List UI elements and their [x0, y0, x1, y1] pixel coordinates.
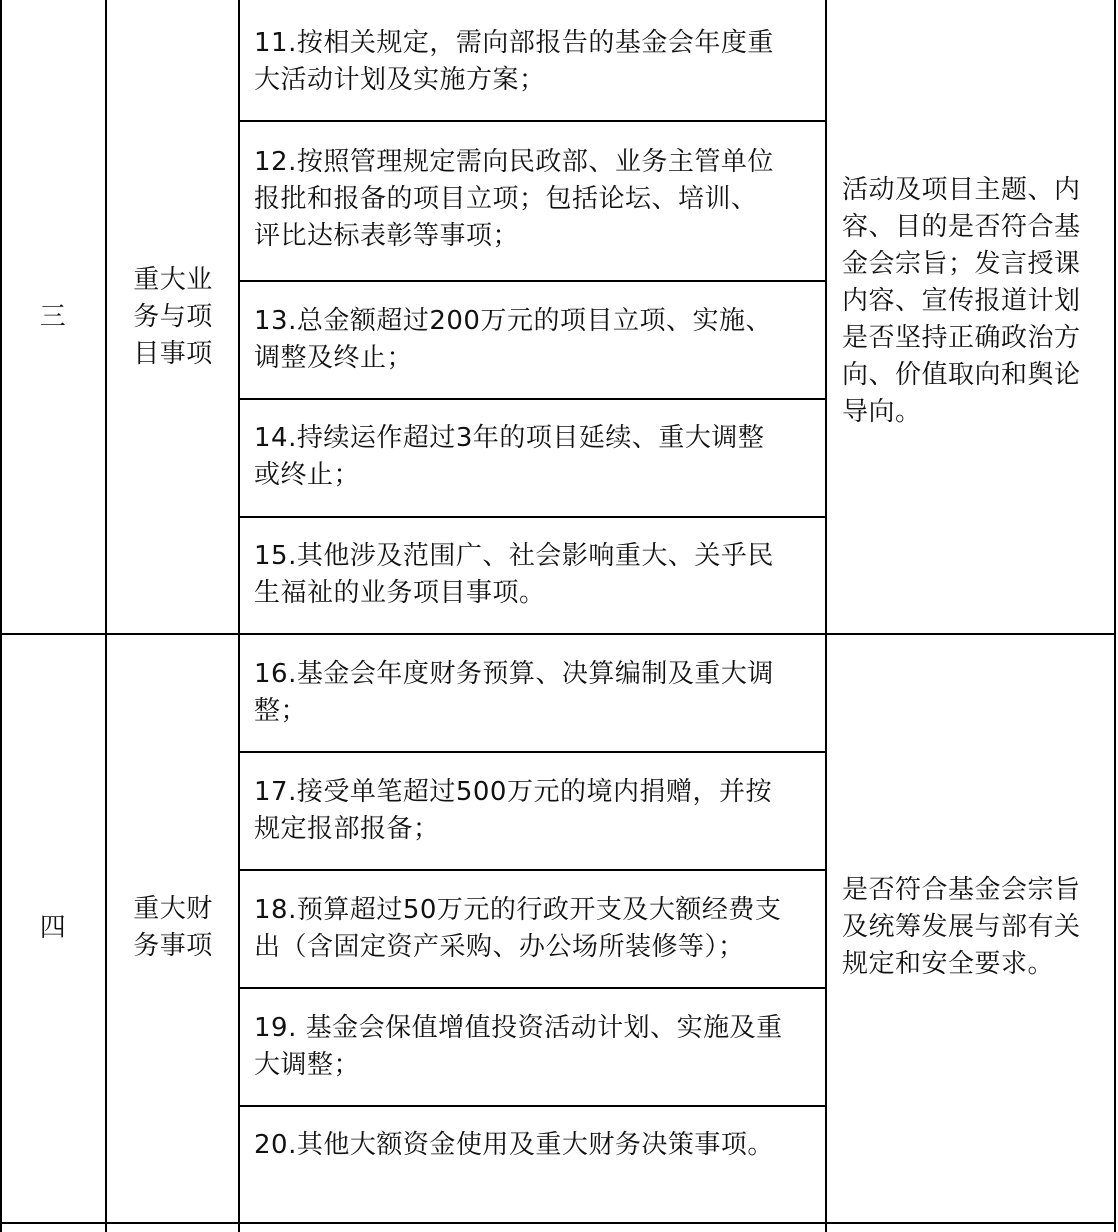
category-line: 重大业	[133, 265, 213, 295]
row-divider	[238, 280, 827, 282]
item-cell	[254, 656, 814, 730]
row-divider	[238, 120, 827, 122]
table-border-left	[0, 0, 2, 1232]
item-cell	[254, 538, 814, 612]
item-line: 出（含固定资产采购、办公场所装修等）；	[254, 932, 745, 962]
item-line: 生福祉的业务项目事项。	[254, 578, 546, 608]
item-line: 大活动计划及实施方案；	[254, 65, 546, 95]
item-line: 规定报部报备；	[254, 814, 440, 844]
requirement-line: 容、目的是否符合基	[842, 212, 1081, 242]
category-line: 务事项	[133, 931, 213, 961]
item-line: 17.接受单笔超过500万元的境内捐赠，并按	[254, 777, 772, 807]
item-line: 12.按照管理规定需向民政部、业务主管单位	[254, 147, 774, 177]
item-line: 调整及终止；	[254, 343, 414, 373]
item-line: 13.总金额超过200万元的项目立项、实施、	[254, 306, 772, 336]
requirement-cell	[842, 872, 1104, 983]
category-cell	[108, 891, 238, 965]
requirement-line: 导向。	[842, 397, 922, 427]
item-cell	[254, 1127, 814, 1164]
category-line: 重大财	[133, 894, 213, 924]
item-line: 20.其他大额资金使用及重大财务决策事项。	[254, 1130, 774, 1160]
row-divider	[238, 1105, 827, 1107]
item-cell	[254, 420, 814, 494]
requirement-line: 活动及项目主题、内	[842, 175, 1081, 205]
section-divider	[0, 633, 1116, 635]
item-cell	[254, 25, 814, 99]
item-cell	[254, 303, 814, 377]
category-cell	[108, 262, 238, 373]
requirement-line: 是否坚持正确政治方	[842, 323, 1081, 353]
item-cell	[254, 892, 814, 966]
row-divider	[238, 869, 827, 871]
item-line: 报批和报备的项目立项；包括论坛、培训、	[254, 184, 758, 214]
item-line: 整；	[254, 696, 308, 726]
item-line: 评比达标表彰等事项；	[254, 221, 520, 251]
item-cell	[254, 1010, 814, 1084]
row-divider	[238, 751, 827, 753]
item-line: 18.预算超过50万元的行政开支及大额经费支	[254, 895, 782, 925]
requirement-cell	[842, 172, 1104, 431]
item-cell	[254, 144, 814, 255]
item-line: 19. 基金会保值增值投资活动计划、实施及重	[254, 1013, 783, 1043]
item-line: 14.持续运作超过3年的项目延续、重大调整	[254, 423, 765, 453]
row-divider	[238, 398, 827, 400]
requirement-line: 金会宗旨；发言授课	[842, 249, 1081, 279]
requirement-line: 内容、宣传报道计划	[842, 286, 1081, 316]
column-divider	[105, 0, 107, 1232]
item-line: 或终止；	[254, 460, 361, 490]
item-cell	[254, 774, 814, 848]
item-line: 15.其他涉及范围广、社会影响重大、关乎民	[254, 541, 774, 571]
row-divider	[238, 987, 827, 989]
section-number: 四	[39, 913, 67, 943]
item-line: 11.按相关规定，需向部报告的基金会年度重	[254, 28, 774, 58]
section-number: 三	[39, 302, 67, 332]
item-line: 大调整；	[254, 1050, 361, 1080]
item-line: 16.基金会年度财务预算、决算编制及重大调	[254, 659, 774, 689]
requirement-line: 及统筹发展与部有关	[842, 912, 1081, 942]
table-border-bottom	[0, 1222, 1116, 1224]
requirement-line: 向、价值取向和舆论	[842, 360, 1081, 390]
requirement-line: 规定和安全要求。	[842, 949, 1055, 979]
category-line: 目事项	[133, 339, 213, 369]
requirement-line: 是否符合基金会宗旨	[842, 875, 1081, 905]
row-divider	[238, 516, 827, 518]
column-divider	[825, 0, 827, 1232]
category-line: 务与项	[133, 302, 213, 332]
column-divider	[238, 0, 240, 1232]
table-border-right	[1114, 0, 1116, 1232]
